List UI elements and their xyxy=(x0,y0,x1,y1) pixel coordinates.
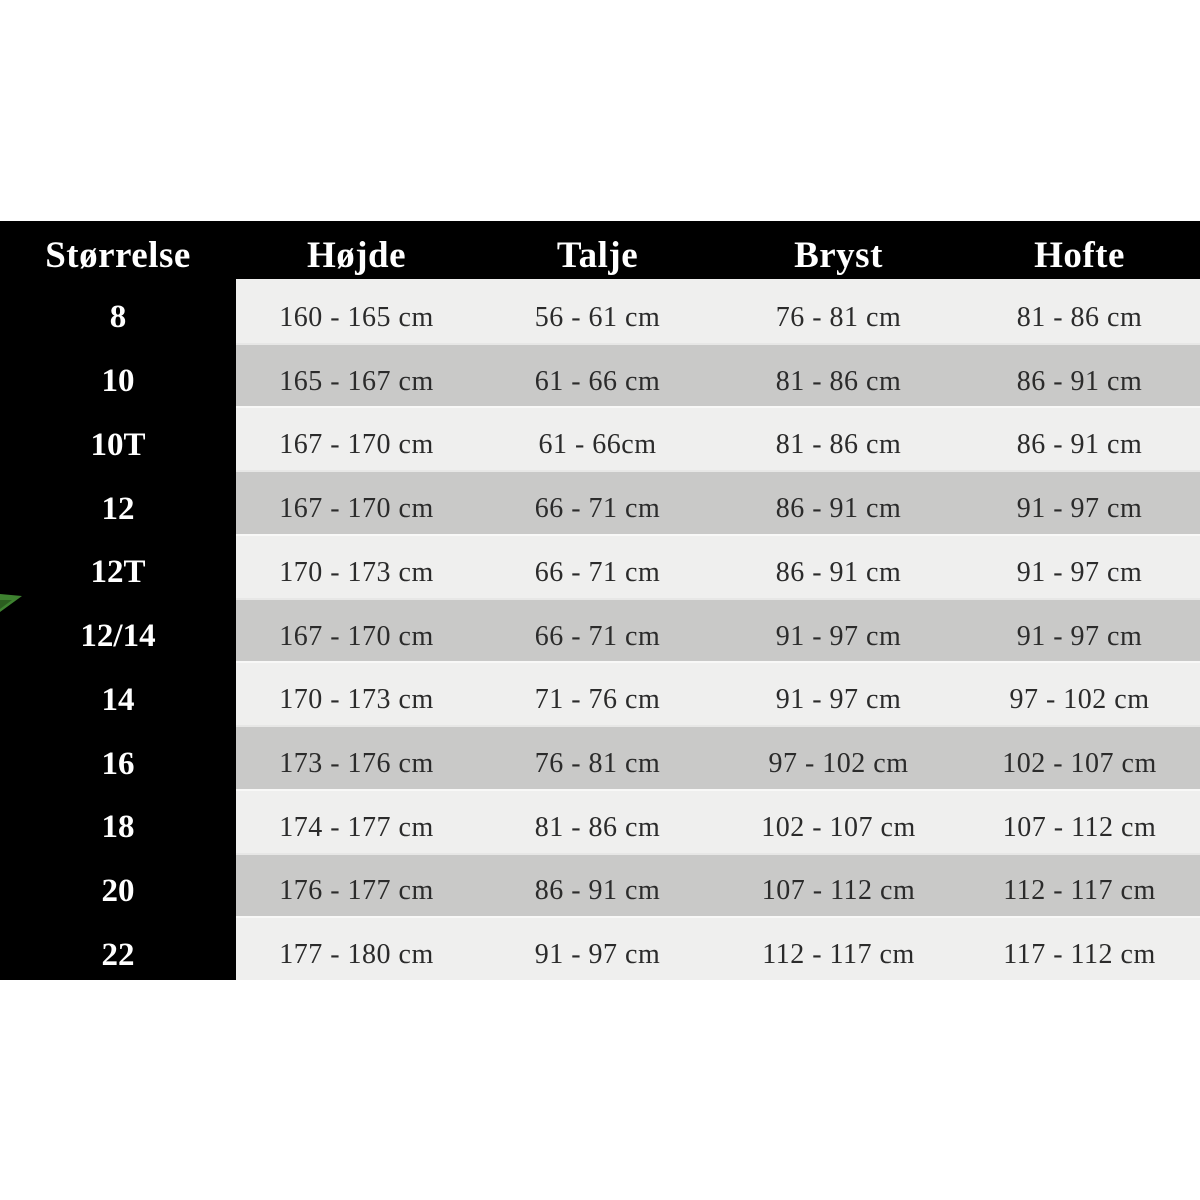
size-label: 20 xyxy=(101,872,135,909)
measurement-cell: 81 - 86 cm xyxy=(534,811,661,843)
measurement-cell: 117 - 112 cm xyxy=(1003,939,1156,971)
measurement-cell: 81 - 86 cm xyxy=(1016,301,1143,333)
table-row xyxy=(236,916,1200,980)
column-header-hojde: Højde xyxy=(306,234,407,276)
size-label: 10T xyxy=(90,426,146,463)
size-label: 12T xyxy=(90,554,146,591)
measurement-cell: 86 - 91 cm xyxy=(534,875,661,907)
table-body xyxy=(0,279,1200,980)
measurement-cell: 61 - 66 cm xyxy=(534,365,661,397)
table-row xyxy=(236,534,1200,598)
measurement-cell: 107 - 112 cm xyxy=(761,875,916,907)
table-row xyxy=(236,406,1200,470)
green-arrow-icon xyxy=(0,592,24,614)
table-row xyxy=(236,853,1200,917)
measurement-cell: 81 - 86 cm xyxy=(775,429,902,461)
measurement-cell: 81 - 86 cm xyxy=(775,365,902,397)
table-row xyxy=(236,661,1200,725)
measurements-grid xyxy=(236,279,1200,980)
size-label: 22 xyxy=(101,936,135,973)
measurement-cell: 66 - 71 cm xyxy=(534,493,661,525)
size-label: 16 xyxy=(101,745,135,782)
measurement-cell: 167 - 170 cm xyxy=(279,429,434,461)
measurement-cell: 167 - 170 cm xyxy=(279,620,434,652)
size-label: 18 xyxy=(101,809,135,846)
measurement-cell: 86 - 91 cm xyxy=(775,556,902,588)
measurement-cell: 97 - 102 cm xyxy=(768,748,909,779)
measurement-cell: 107 - 112 cm xyxy=(1002,811,1157,843)
measurement-cell: 177 - 180 cm xyxy=(279,939,434,971)
table-row xyxy=(236,598,1200,662)
measurement-cell: 174 - 177 cm xyxy=(279,811,434,843)
measurement-cell: 176 - 177 cm xyxy=(279,875,434,907)
measurement-cell: 170 - 173 cm xyxy=(279,556,434,588)
measurement-cell: 56 - 61 cm xyxy=(534,301,661,333)
measurement-cell: 173 - 176 cm xyxy=(279,748,434,779)
measurement-cell: 61 - 66cm xyxy=(538,429,657,461)
measurement-cell: 165 - 167 cm xyxy=(279,365,434,397)
measurement-cell: 102 - 107 cm xyxy=(761,811,916,843)
size-label: 12/14 xyxy=(80,618,156,655)
size-label: 10 xyxy=(101,363,135,400)
table-row xyxy=(236,789,1200,853)
measurement-cell: 160 - 165 cm xyxy=(279,301,434,333)
table-row xyxy=(236,343,1200,407)
size-chart-table xyxy=(0,221,1200,980)
measurement-cell: 71 - 76 cm xyxy=(534,684,661,716)
measurement-cell: 76 - 81 cm xyxy=(534,748,661,779)
column-header-talje: Talje xyxy=(556,234,639,276)
size-label: 12 xyxy=(101,490,135,527)
table-row xyxy=(236,279,1200,343)
measurement-cell: 167 - 170 cm xyxy=(279,493,434,525)
measurement-cell: 91 - 97 cm xyxy=(775,620,902,652)
measurement-cell: 66 - 71 cm xyxy=(534,556,661,588)
measurement-cell: 66 - 71 cm xyxy=(534,620,661,652)
measurement-cell: 102 - 107 cm xyxy=(1002,748,1157,779)
measurement-cell: 91 - 97 cm xyxy=(1016,493,1143,525)
column-header-storrelse: Størrelse xyxy=(45,234,191,276)
column-header-hofte: Hofte xyxy=(1034,234,1125,276)
table-row xyxy=(236,725,1200,789)
measurement-cell: 91 - 97 cm xyxy=(1016,620,1143,652)
size-label: 14 xyxy=(101,681,135,718)
measurement-cell: 91 - 97 cm xyxy=(1016,556,1143,588)
measurement-cell: 112 - 117 cm xyxy=(762,939,915,971)
measurement-cell: 76 - 81 cm xyxy=(775,301,902,333)
measurement-cell: 86 - 91 cm xyxy=(1016,365,1143,397)
column-header-bryst: Bryst xyxy=(794,234,883,276)
size-label: 8 xyxy=(109,299,127,336)
measurement-cell: 86 - 91 cm xyxy=(1016,429,1143,461)
measurement-cell: 86 - 91 cm xyxy=(775,493,902,525)
measurement-cell: 91 - 97 cm xyxy=(775,684,902,716)
measurement-cell: 97 - 102 cm xyxy=(1009,684,1150,716)
table-row xyxy=(236,470,1200,534)
table-header-row xyxy=(0,221,1200,279)
measurement-cell: 170 - 173 cm xyxy=(279,684,434,716)
size-column xyxy=(0,279,236,980)
measurement-cell: 112 - 117 cm xyxy=(1003,875,1156,907)
measurement-cell: 91 - 97 cm xyxy=(534,939,661,971)
